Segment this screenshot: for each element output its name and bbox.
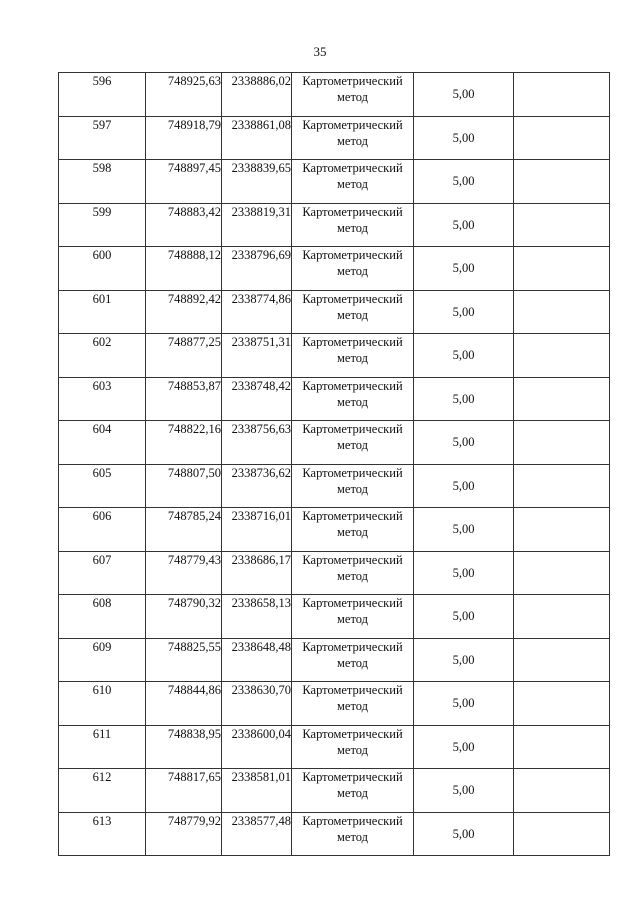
point-number-cell: 612 xyxy=(59,769,146,813)
method-line-2: метод xyxy=(336,177,368,191)
accuracy-cell: 5,00 xyxy=(414,464,514,508)
y-coordinate-cell: 2338861,08 xyxy=(222,116,292,160)
point-number-cell: 608 xyxy=(59,595,146,639)
x-coordinate-cell: 748888,12 xyxy=(146,247,222,291)
empty-cell xyxy=(514,551,610,595)
accuracy-cell: 5,00 xyxy=(414,116,514,160)
table-row xyxy=(59,638,610,682)
x-coordinate-cell: 748790,32 xyxy=(146,595,222,639)
table-row xyxy=(59,421,610,465)
x-coordinate-cell: 748925,63 xyxy=(146,73,222,117)
x-coordinate-cell: 748817,65 xyxy=(146,769,222,813)
x-coordinate-cell: 748822,16 xyxy=(146,421,222,465)
accuracy-cell: 5,00 xyxy=(414,812,514,856)
empty-cell xyxy=(514,638,610,682)
empty-cell xyxy=(514,812,610,856)
table-row xyxy=(59,377,610,421)
method-cell xyxy=(292,551,414,595)
table-row xyxy=(59,247,610,291)
accuracy-cell: 5,00 xyxy=(414,334,514,378)
method-cell xyxy=(292,638,414,682)
empty-cell xyxy=(514,290,610,334)
table-row xyxy=(59,160,610,204)
method-cell xyxy=(292,203,414,247)
empty-cell xyxy=(514,247,610,291)
method-cell xyxy=(292,160,414,204)
method-cell xyxy=(292,595,414,639)
method-line-2: метод xyxy=(336,612,368,626)
method-line-1: Картометрический xyxy=(302,552,403,567)
point-number-cell: 599 xyxy=(59,203,146,247)
accuracy-cell: 5,00 xyxy=(414,247,514,291)
method-line-2: метод xyxy=(336,307,368,322)
method-line-1: Картометрический xyxy=(302,465,403,480)
method-line-1: Картометрический xyxy=(302,639,403,654)
method-line-1: Картометрический xyxy=(302,596,403,610)
method-cell xyxy=(292,464,414,508)
point-number-cell: 603 xyxy=(59,377,146,421)
y-coordinate-cell: 2338577,48 xyxy=(222,812,292,856)
table-row xyxy=(59,334,610,378)
accuracy-cell: 5,00 xyxy=(414,290,514,334)
empty-cell xyxy=(514,421,610,465)
empty-cell xyxy=(514,595,610,639)
method-line-2: метод xyxy=(336,655,368,670)
accuracy-cell: 5,00 xyxy=(414,551,514,595)
method-line-2: метод xyxy=(336,786,368,800)
y-coordinate-cell: 2338748,42 xyxy=(222,377,292,421)
point-number-cell: 607 xyxy=(59,551,146,595)
y-coordinate-cell: 2338716,01 xyxy=(222,508,292,552)
accuracy-cell: 5,00 xyxy=(414,73,514,117)
method-line-1: Картометрический xyxy=(302,509,403,523)
table-row xyxy=(59,551,610,595)
method-line-1: Картометрический xyxy=(302,335,403,349)
method-line-2: метод xyxy=(336,525,368,539)
method-line-2: метод xyxy=(336,394,368,409)
empty-cell xyxy=(514,682,610,726)
method-line-1: Картометрический xyxy=(302,204,403,219)
empty-cell xyxy=(514,73,610,117)
y-coordinate-cell: 2338751,31 xyxy=(222,334,292,378)
empty-cell xyxy=(514,116,610,160)
point-number-cell: 605 xyxy=(59,464,146,508)
empty-cell xyxy=(514,769,610,813)
accuracy-cell: 5,00 xyxy=(414,203,514,247)
table-row xyxy=(59,73,610,117)
accuracy-cell: 5,00 xyxy=(414,421,514,465)
method-line-2: метод xyxy=(336,742,368,757)
accuracy-cell: 5,00 xyxy=(414,725,514,769)
accuracy-cell: 5,00 xyxy=(414,595,514,639)
point-number-cell: 606 xyxy=(59,508,146,552)
point-number-cell: 601 xyxy=(59,290,146,334)
y-coordinate-cell: 2338630,70 xyxy=(222,682,292,726)
table-row xyxy=(59,595,610,639)
accuracy-cell: 5,00 xyxy=(414,682,514,726)
y-coordinate-cell: 2338736,62 xyxy=(222,464,292,508)
method-line-2: метод xyxy=(336,351,368,365)
x-coordinate-cell: 748825,55 xyxy=(146,638,222,682)
y-coordinate-cell: 2338600,04 xyxy=(222,725,292,769)
x-coordinate-cell: 748883,42 xyxy=(146,203,222,247)
y-coordinate-cell: 2338774,86 xyxy=(222,290,292,334)
point-number-cell: 600 xyxy=(59,247,146,291)
method-line-2: метод xyxy=(336,481,368,496)
method-line-1: Картометрический xyxy=(302,117,403,132)
x-coordinate-cell: 748892,42 xyxy=(146,290,222,334)
x-coordinate-cell: 748779,92 xyxy=(146,812,222,856)
empty-cell xyxy=(514,464,610,508)
point-number-cell: 613 xyxy=(59,812,146,856)
accuracy-cell: 5,00 xyxy=(414,508,514,552)
method-cell xyxy=(292,421,414,465)
y-coordinate-cell: 2338658,13 xyxy=(222,595,292,639)
method-cell xyxy=(292,769,414,813)
method-cell xyxy=(292,377,414,421)
method-line-1: Картометрический xyxy=(302,726,403,741)
empty-cell xyxy=(514,203,610,247)
method-cell xyxy=(292,812,414,856)
empty-cell xyxy=(514,377,610,421)
point-number-cell: 596 xyxy=(59,73,146,117)
x-coordinate-cell: 748853,87 xyxy=(146,377,222,421)
accuracy-cell: 5,00 xyxy=(414,638,514,682)
table-row xyxy=(59,116,610,160)
y-coordinate-cell: 2338796,69 xyxy=(222,247,292,291)
accuracy-cell: 5,00 xyxy=(414,769,514,813)
point-number-cell: 602 xyxy=(59,334,146,378)
y-coordinate-cell: 2338686,17 xyxy=(222,551,292,595)
method-line-1: Картометрический xyxy=(302,74,403,88)
point-number-cell: 597 xyxy=(59,116,146,160)
point-number-cell: 609 xyxy=(59,638,146,682)
y-coordinate-cell: 2338648,48 xyxy=(222,638,292,682)
table-body xyxy=(59,73,610,856)
method-line-1: Картометрический xyxy=(302,378,403,393)
table-row xyxy=(59,203,610,247)
table-row xyxy=(59,682,610,726)
method-line-2: метод xyxy=(336,438,368,452)
method-line-2: метод xyxy=(336,90,368,104)
y-coordinate-cell: 2338886,02 xyxy=(222,73,292,117)
x-coordinate-cell: 748844,86 xyxy=(146,682,222,726)
method-line-1: Картометрический xyxy=(302,248,403,262)
method-line-1: Картометрический xyxy=(302,770,403,784)
method-line-1: Картометрический xyxy=(302,161,403,175)
y-coordinate-cell: 2338581,01 xyxy=(222,769,292,813)
method-line-1: Картометрический xyxy=(302,422,403,436)
table-row xyxy=(59,290,610,334)
method-line-1: Картометрический xyxy=(302,813,403,828)
method-cell xyxy=(292,73,414,117)
method-cell xyxy=(292,682,414,726)
method-cell xyxy=(292,508,414,552)
table-row xyxy=(59,725,610,769)
method-line-2: метод xyxy=(336,264,368,278)
method-line-2: метод xyxy=(336,133,368,148)
page-number: 35 xyxy=(313,44,327,59)
accuracy-cell: 5,00 xyxy=(414,160,514,204)
empty-cell xyxy=(514,725,610,769)
x-coordinate-cell: 748838,95 xyxy=(146,725,222,769)
method-cell xyxy=(292,290,414,334)
method-cell xyxy=(292,725,414,769)
point-number-cell: 598 xyxy=(59,160,146,204)
method-line-2: метод xyxy=(336,829,368,844)
empty-cell xyxy=(514,334,610,378)
point-number-cell: 610 xyxy=(59,682,146,726)
empty-cell xyxy=(514,160,610,204)
x-coordinate-cell: 748779,43 xyxy=(146,551,222,595)
table-row xyxy=(59,812,610,856)
x-coordinate-cell: 748877,25 xyxy=(146,334,222,378)
table-row xyxy=(59,769,610,813)
x-coordinate-cell: 748918,79 xyxy=(146,116,222,160)
table-row xyxy=(59,464,610,508)
method-line-2: метод xyxy=(336,220,368,235)
method-line-2: метод xyxy=(336,699,368,713)
y-coordinate-cell: 2338839,65 xyxy=(222,160,292,204)
point-number-cell: 604 xyxy=(59,421,146,465)
x-coordinate-cell: 748785,24 xyxy=(146,508,222,552)
x-coordinate-cell: 748807,50 xyxy=(146,464,222,508)
method-line-1: Картометрический xyxy=(302,291,403,306)
point-number-cell: 611 xyxy=(59,725,146,769)
method-cell xyxy=(292,334,414,378)
y-coordinate-cell: 2338819,31 xyxy=(222,203,292,247)
coordinates-table xyxy=(58,72,610,856)
method-cell xyxy=(292,247,414,291)
accuracy-cell: 5,00 xyxy=(414,377,514,421)
empty-cell xyxy=(514,508,610,552)
method-line-1: Картометрический xyxy=(302,683,403,697)
x-coordinate-cell: 748897,45 xyxy=(146,160,222,204)
table-row xyxy=(59,508,610,552)
method-cell xyxy=(292,116,414,160)
method-line-2: метод xyxy=(336,568,368,583)
y-coordinate-cell: 2338756,63 xyxy=(222,421,292,465)
